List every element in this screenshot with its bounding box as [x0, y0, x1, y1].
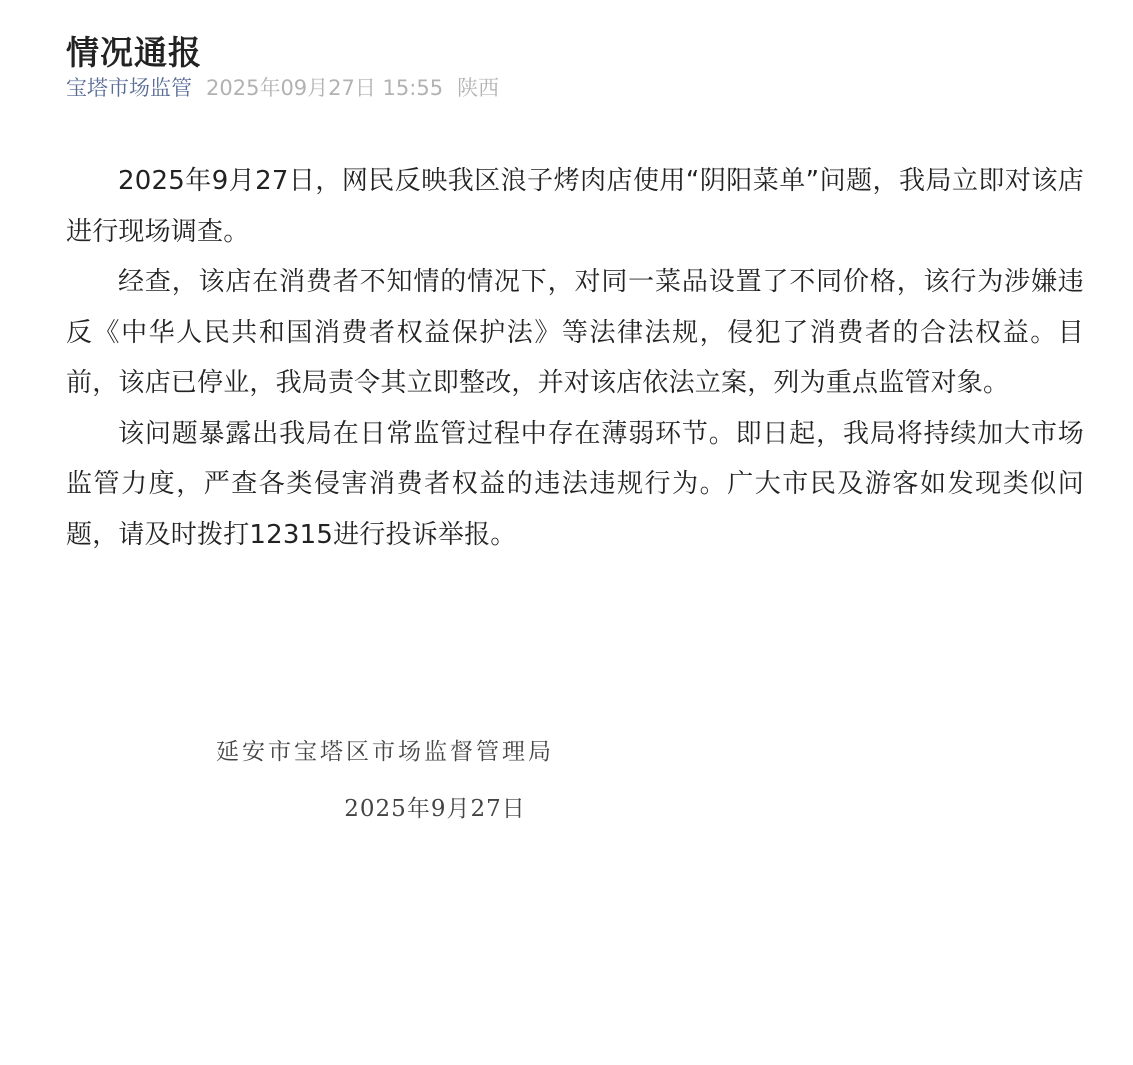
article-meta: [66, 72, 499, 104]
article-title: 情况通报: [66, 33, 202, 73]
article-paragraph-1: 2025年9月27日，网民反映我区浪子烤肉店使用“阴阳菜单”问题，我局立即对该店进行现场调查。: [66, 166, 1084, 247]
article-paragraph-3: 该问题暴露出我局在日常监管过程中存在薄弱环节。即日起，我局将持续加大市场监管力度，严查各类侵害消费者权益的违法违规行为。广大市民及游客如发现类似问题，请及时拨打12315进行投诉举报。: [66, 418, 1084, 550]
article-paragraph-2: 经查，该店在消费者不知情的情况下，对同一菜品设置了不同价格，该行为涉嫌违反《中华人民共和国消费者权益保护法》等法律法规，侵犯了消费者的合法权益。目前，该店已停业，我局责令其立即整改，并对该店依法立案，列为重点监管对象。: [66, 267, 1084, 398]
signature-organization: 延安市宝塔区市场监督管理局: [216, 739, 554, 765]
publish-time: 2025年09月27日 15:55: [206, 76, 444, 100]
account-name-link[interactable]: 宝塔市场监管: [66, 76, 192, 100]
signature-date: 2025年9月27日: [344, 796, 526, 822]
publish-location: 陕西: [457, 76, 500, 100]
article-body: [66, 156, 1084, 560]
